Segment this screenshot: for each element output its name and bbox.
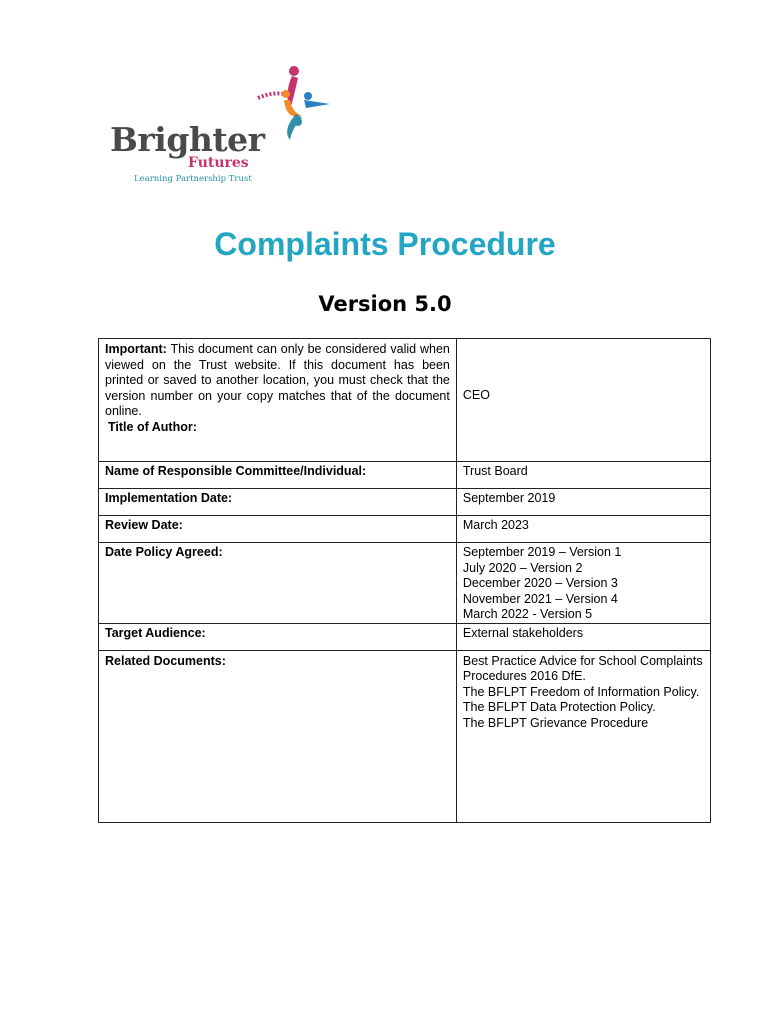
document-info-table xyxy=(98,338,711,823)
important-text: This document can only be considered valid when viewed on the Trust website. If this document has been printed or saved to another location, you must check that the version number on your copy matches that of the document online. xyxy=(105,342,450,418)
review-label: Review Date: xyxy=(99,516,457,543)
important-label: Important: xyxy=(105,342,167,356)
logo-wordmark: Brighter xyxy=(110,120,265,159)
document-version: Version 5.0 xyxy=(318,292,452,316)
table-row xyxy=(99,543,711,624)
related-document: The BFLPT Grievance Procedure xyxy=(462,715,649,730)
related-document: The BFLPT Data Protection Policy. xyxy=(462,700,656,714)
logo-subtitle: Futures xyxy=(188,155,249,171)
important-cell xyxy=(99,339,457,462)
agreed-value: September 2019 – Version 1 xyxy=(462,545,622,559)
table-row xyxy=(99,489,711,516)
agreed-value: December 2020 – Version 3 xyxy=(462,576,618,590)
author-label: Title of Author: xyxy=(108,419,197,434)
implementation-value: September 2019 xyxy=(456,489,710,516)
agreed-value: November 2021 – Version 4 xyxy=(462,591,618,606)
table-row xyxy=(99,462,711,489)
author-value: CEO xyxy=(456,339,710,462)
agreed-values xyxy=(456,543,710,624)
related-document: Best Practice Advice for School Complaints Procedures 2016 DfE. xyxy=(462,653,703,683)
trust-logo xyxy=(106,64,336,188)
logo-tagline: Learning Partnership Trust xyxy=(134,174,252,184)
committee-label: Name of Responsible Committee/Individual: xyxy=(99,462,457,489)
audience-label: Target Audience: xyxy=(99,623,457,650)
document-title: Complaints Procedure xyxy=(214,226,556,262)
table-row xyxy=(99,623,711,650)
review-value: March 2023 xyxy=(456,516,710,543)
related-label: Related Documents: xyxy=(99,650,457,822)
agreed-value: March 2022 - Version 5 xyxy=(462,607,593,621)
implementation-label: Implementation Date: xyxy=(99,489,457,516)
table-row xyxy=(99,339,711,462)
agreed-label: Date Policy Agreed: xyxy=(99,543,457,624)
agreed-value: July 2020 – Version 2 xyxy=(462,560,583,575)
important-notice xyxy=(105,342,450,420)
table-row xyxy=(99,650,711,822)
audience-value: External stakeholders xyxy=(456,623,710,650)
committee-value: Trust Board xyxy=(456,462,710,489)
related-document: The BFLPT Freedom of Information Policy. xyxy=(462,684,700,699)
related-values xyxy=(456,650,710,822)
table-row xyxy=(99,516,711,543)
